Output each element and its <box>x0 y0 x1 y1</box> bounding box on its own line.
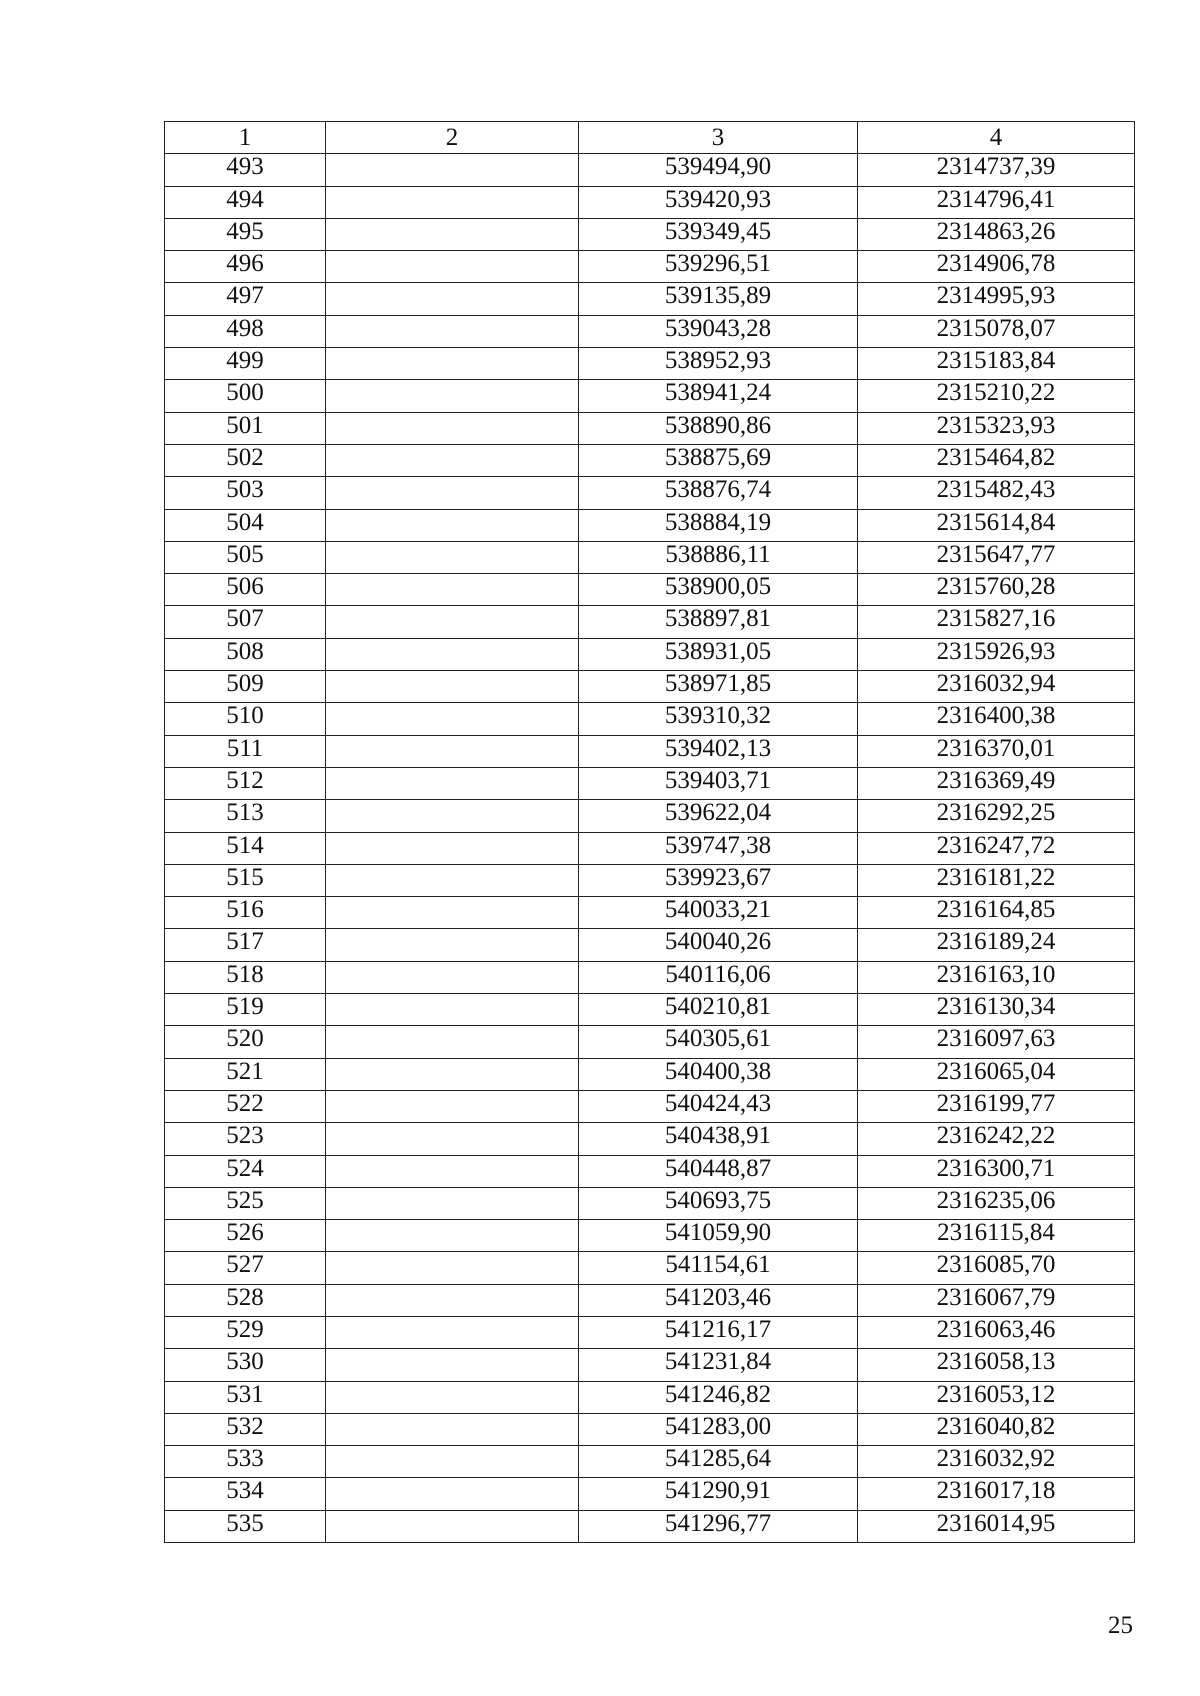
point-number-cell: 515 <box>165 864 326 896</box>
point-number-cell: 526 <box>165 1220 326 1252</box>
y-coordinate-cell: 2316130,34 <box>858 994 1135 1026</box>
description-cell <box>326 348 579 380</box>
point-number-cell: 517 <box>165 929 326 961</box>
x-coordinate-cell: 541290,91 <box>579 1478 858 1510</box>
table-row <box>165 1058 1135 1090</box>
x-coordinate-cell: 541154,61 <box>579 1252 858 1284</box>
y-coordinate-cell: 2316040,82 <box>858 1413 1135 1445</box>
x-coordinate-cell: 540424,43 <box>579 1090 858 1122</box>
table-row <box>165 1316 1135 1348</box>
description-cell <box>326 606 579 638</box>
point-number-cell: 530 <box>165 1349 326 1381</box>
x-coordinate-cell: 540040,26 <box>579 929 858 961</box>
table-row <box>165 929 1135 961</box>
x-coordinate-cell: 540033,21 <box>579 897 858 929</box>
header-col-4: 4 <box>858 122 1135 154</box>
y-coordinate-cell: 2316067,79 <box>858 1284 1135 1316</box>
y-coordinate-cell: 2316058,13 <box>858 1349 1135 1381</box>
y-coordinate-cell: 2316369,49 <box>858 767 1135 799</box>
table-row <box>165 283 1135 315</box>
table-row <box>165 574 1135 606</box>
point-number-cell: 494 <box>165 186 326 218</box>
y-coordinate-cell: 2314863,26 <box>858 218 1135 250</box>
description-cell <box>326 1026 579 1058</box>
description-cell <box>326 283 579 315</box>
table-row <box>165 218 1135 250</box>
point-number-cell: 514 <box>165 832 326 864</box>
y-coordinate-cell: 2316370,01 <box>858 735 1135 767</box>
x-coordinate-cell: 539622,04 <box>579 800 858 832</box>
description-cell <box>326 154 579 186</box>
y-coordinate-cell: 2316247,72 <box>858 832 1135 864</box>
point-number-cell: 534 <box>165 1478 326 1510</box>
point-number-cell: 503 <box>165 477 326 509</box>
y-coordinate-cell: 2316164,85 <box>858 897 1135 929</box>
x-coordinate-cell: 539310,32 <box>579 703 858 735</box>
x-coordinate-cell: 539403,71 <box>579 767 858 799</box>
x-coordinate-cell: 538886,11 <box>579 541 858 573</box>
x-coordinate-cell: 539747,38 <box>579 832 858 864</box>
x-coordinate-cell: 541283,00 <box>579 1413 858 1445</box>
table-row <box>165 1090 1135 1122</box>
point-number-cell: 522 <box>165 1090 326 1122</box>
x-coordinate-cell: 539402,13 <box>579 735 858 767</box>
table-row <box>165 606 1135 638</box>
y-coordinate-cell: 2314906,78 <box>858 251 1135 283</box>
y-coordinate-cell: 2316097,63 <box>858 1026 1135 1058</box>
description-cell <box>326 251 579 283</box>
point-number-cell: 496 <box>165 251 326 283</box>
y-coordinate-cell: 2316085,70 <box>858 1252 1135 1284</box>
description-cell <box>326 671 579 703</box>
description-cell <box>326 703 579 735</box>
table-row <box>165 961 1135 993</box>
point-number-cell: 498 <box>165 315 326 347</box>
point-number-cell: 529 <box>165 1316 326 1348</box>
description-cell <box>326 1284 579 1316</box>
table-row <box>165 1478 1135 1510</box>
description-cell <box>326 1381 579 1413</box>
point-number-cell: 507 <box>165 606 326 638</box>
table-row <box>165 154 1135 186</box>
table-row <box>165 348 1135 380</box>
point-number-cell: 513 <box>165 800 326 832</box>
y-coordinate-cell: 2315827,16 <box>858 606 1135 638</box>
table-row <box>165 1220 1135 1252</box>
description-cell <box>326 218 579 250</box>
description-cell <box>326 897 579 929</box>
y-coordinate-cell: 2316053,12 <box>858 1381 1135 1413</box>
x-coordinate-cell: 540448,87 <box>579 1155 858 1187</box>
point-number-cell: 497 <box>165 283 326 315</box>
description-cell <box>326 832 579 864</box>
table-row <box>165 767 1135 799</box>
point-number-cell: 511 <box>165 735 326 767</box>
y-coordinate-cell: 2316063,46 <box>858 1316 1135 1348</box>
point-number-cell: 504 <box>165 509 326 541</box>
y-coordinate-cell: 2316189,24 <box>858 929 1135 961</box>
y-coordinate-cell: 2315482,43 <box>858 477 1135 509</box>
y-coordinate-cell: 2316163,10 <box>858 961 1135 993</box>
table-row <box>165 1187 1135 1219</box>
description-cell <box>326 1187 579 1219</box>
point-number-cell: 532 <box>165 1413 326 1445</box>
x-coordinate-cell: 541231,84 <box>579 1349 858 1381</box>
table-row <box>165 1252 1135 1284</box>
x-coordinate-cell: 540210,81 <box>579 994 858 1026</box>
y-coordinate-cell: 2316014,95 <box>858 1510 1135 1542</box>
description-cell <box>326 186 579 218</box>
point-number-cell: 520 <box>165 1026 326 1058</box>
table-row <box>165 703 1135 735</box>
table-row <box>165 541 1135 573</box>
description-cell <box>326 574 579 606</box>
x-coordinate-cell: 541216,17 <box>579 1316 858 1348</box>
point-number-cell: 505 <box>165 541 326 573</box>
y-coordinate-cell: 2315647,77 <box>858 541 1135 573</box>
description-cell <box>326 800 579 832</box>
y-coordinate-cell: 2316199,77 <box>858 1090 1135 1122</box>
table-row <box>165 832 1135 864</box>
point-number-cell: 502 <box>165 444 326 476</box>
y-coordinate-cell: 2314737,39 <box>858 154 1135 186</box>
x-coordinate-cell: 540305,61 <box>579 1026 858 1058</box>
table-row <box>165 251 1135 283</box>
description-cell <box>326 735 579 767</box>
description-cell <box>326 1316 579 1348</box>
description-cell <box>326 767 579 799</box>
point-number-cell: 510 <box>165 703 326 735</box>
x-coordinate-cell: 541285,64 <box>579 1446 858 1478</box>
table-row <box>165 1123 1135 1155</box>
description-cell <box>326 380 579 412</box>
description-cell <box>326 961 579 993</box>
description-cell <box>326 1413 579 1445</box>
header-col-1: 1 <box>165 122 326 154</box>
table-row <box>165 412 1135 444</box>
table-row <box>165 1413 1135 1445</box>
table-row <box>165 864 1135 896</box>
x-coordinate-cell: 539043,28 <box>579 315 858 347</box>
description-cell <box>326 638 579 670</box>
x-coordinate-cell: 538952,93 <box>579 348 858 380</box>
description-cell <box>326 1252 579 1284</box>
y-coordinate-cell: 2315078,07 <box>858 315 1135 347</box>
point-number-cell: 523 <box>165 1123 326 1155</box>
table-row <box>165 444 1135 476</box>
point-number-cell: 519 <box>165 994 326 1026</box>
x-coordinate-cell: 540116,06 <box>579 961 858 993</box>
y-coordinate-cell: 2314796,41 <box>858 186 1135 218</box>
description-cell <box>326 1058 579 1090</box>
description-cell <box>326 1510 579 1542</box>
x-coordinate-cell: 541203,46 <box>579 1284 858 1316</box>
point-number-cell: 499 <box>165 348 326 380</box>
y-coordinate-cell: 2315614,84 <box>858 509 1135 541</box>
table-row <box>165 800 1135 832</box>
description-cell <box>326 315 579 347</box>
y-coordinate-cell: 2316300,71 <box>858 1155 1135 1187</box>
x-coordinate-cell: 540693,75 <box>579 1187 858 1219</box>
header-col-2: 2 <box>326 122 579 154</box>
description-cell <box>326 1155 579 1187</box>
x-coordinate-cell: 539494,90 <box>579 154 858 186</box>
point-number-cell: 535 <box>165 1510 326 1542</box>
point-number-cell: 528 <box>165 1284 326 1316</box>
y-coordinate-cell: 2316032,92 <box>858 1446 1135 1478</box>
y-coordinate-cell: 2315464,82 <box>858 444 1135 476</box>
x-coordinate-cell: 539349,45 <box>579 218 858 250</box>
table-body <box>165 154 1135 1543</box>
x-coordinate-cell: 538875,69 <box>579 444 858 476</box>
y-coordinate-cell: 2316242,22 <box>858 1123 1135 1155</box>
table-row <box>165 380 1135 412</box>
point-number-cell: 518 <box>165 961 326 993</box>
point-number-cell: 521 <box>165 1058 326 1090</box>
x-coordinate-cell: 541296,77 <box>579 1510 858 1542</box>
x-coordinate-cell: 538931,05 <box>579 638 858 670</box>
point-number-cell: 495 <box>165 218 326 250</box>
x-coordinate-cell: 538941,24 <box>579 380 858 412</box>
table-row <box>165 1510 1135 1542</box>
point-number-cell: 506 <box>165 574 326 606</box>
x-coordinate-cell: 539296,51 <box>579 251 858 283</box>
y-coordinate-cell: 2316032,94 <box>858 671 1135 703</box>
table-row <box>165 186 1135 218</box>
x-coordinate-cell: 538884,19 <box>579 509 858 541</box>
x-coordinate-cell: 540400,38 <box>579 1058 858 1090</box>
y-coordinate-cell: 2316115,84 <box>858 1220 1135 1252</box>
point-number-cell: 516 <box>165 897 326 929</box>
y-coordinate-cell: 2316400,38 <box>858 703 1135 735</box>
x-coordinate-cell: 541246,82 <box>579 1381 858 1413</box>
y-coordinate-cell: 2315323,93 <box>858 412 1135 444</box>
table-row <box>165 315 1135 347</box>
table-row <box>165 1026 1135 1058</box>
y-coordinate-cell: 2315760,28 <box>858 574 1135 606</box>
table-row <box>165 509 1135 541</box>
description-cell <box>326 1123 579 1155</box>
header-col-3: 3 <box>579 122 858 154</box>
point-number-cell: 512 <box>165 767 326 799</box>
point-number-cell: 509 <box>165 671 326 703</box>
point-number-cell: 500 <box>165 380 326 412</box>
description-cell <box>326 509 579 541</box>
y-coordinate-cell: 2314995,93 <box>858 283 1135 315</box>
point-number-cell: 527 <box>165 1252 326 1284</box>
y-coordinate-cell: 2316292,25 <box>858 800 1135 832</box>
point-number-cell: 524 <box>165 1155 326 1187</box>
table-row <box>165 1381 1135 1413</box>
description-cell <box>326 1220 579 1252</box>
page-number: 25 <box>1108 1612 1133 1639</box>
point-number-cell: 531 <box>165 1381 326 1413</box>
x-coordinate-cell: 538900,05 <box>579 574 858 606</box>
description-cell <box>326 1090 579 1122</box>
y-coordinate-cell: 2315183,84 <box>858 348 1135 380</box>
y-coordinate-cell: 2315210,22 <box>858 380 1135 412</box>
y-coordinate-cell: 2316065,04 <box>858 1058 1135 1090</box>
x-coordinate-cell: 538876,74 <box>579 477 858 509</box>
table-row <box>165 638 1135 670</box>
description-cell <box>326 541 579 573</box>
point-number-cell: 508 <box>165 638 326 670</box>
description-cell <box>326 444 579 476</box>
x-coordinate-cell: 539135,89 <box>579 283 858 315</box>
description-cell <box>326 994 579 1026</box>
coordinates-table <box>164 121 1135 1543</box>
table-row <box>165 671 1135 703</box>
point-number-cell: 525 <box>165 1187 326 1219</box>
description-cell <box>326 1349 579 1381</box>
table-header <box>165 122 1135 154</box>
y-coordinate-cell: 2316235,06 <box>858 1187 1135 1219</box>
description-cell <box>326 1478 579 1510</box>
table-row <box>165 897 1135 929</box>
y-coordinate-cell: 2316017,18 <box>858 1478 1135 1510</box>
description-cell <box>326 929 579 961</box>
y-coordinate-cell: 2316181,22 <box>858 864 1135 896</box>
description-cell <box>326 412 579 444</box>
point-number-cell: 501 <box>165 412 326 444</box>
table-row <box>165 1446 1135 1478</box>
x-coordinate-cell: 541059,90 <box>579 1220 858 1252</box>
description-cell <box>326 477 579 509</box>
x-coordinate-cell: 539420,93 <box>579 186 858 218</box>
x-coordinate-cell: 540438,91 <box>579 1123 858 1155</box>
x-coordinate-cell: 538897,81 <box>579 606 858 638</box>
table-row <box>165 1349 1135 1381</box>
table-row <box>165 1284 1135 1316</box>
description-cell <box>326 1446 579 1478</box>
table-row <box>165 1155 1135 1187</box>
point-number-cell: 533 <box>165 1446 326 1478</box>
table-row <box>165 735 1135 767</box>
x-coordinate-cell: 539923,67 <box>579 864 858 896</box>
point-number-cell: 493 <box>165 154 326 186</box>
description-cell <box>326 864 579 896</box>
x-coordinate-cell: 538890,86 <box>579 412 858 444</box>
table-row <box>165 477 1135 509</box>
y-coordinate-cell: 2315926,93 <box>858 638 1135 670</box>
x-coordinate-cell: 538971,85 <box>579 671 858 703</box>
header-row <box>165 122 1135 154</box>
table-row <box>165 994 1135 1026</box>
